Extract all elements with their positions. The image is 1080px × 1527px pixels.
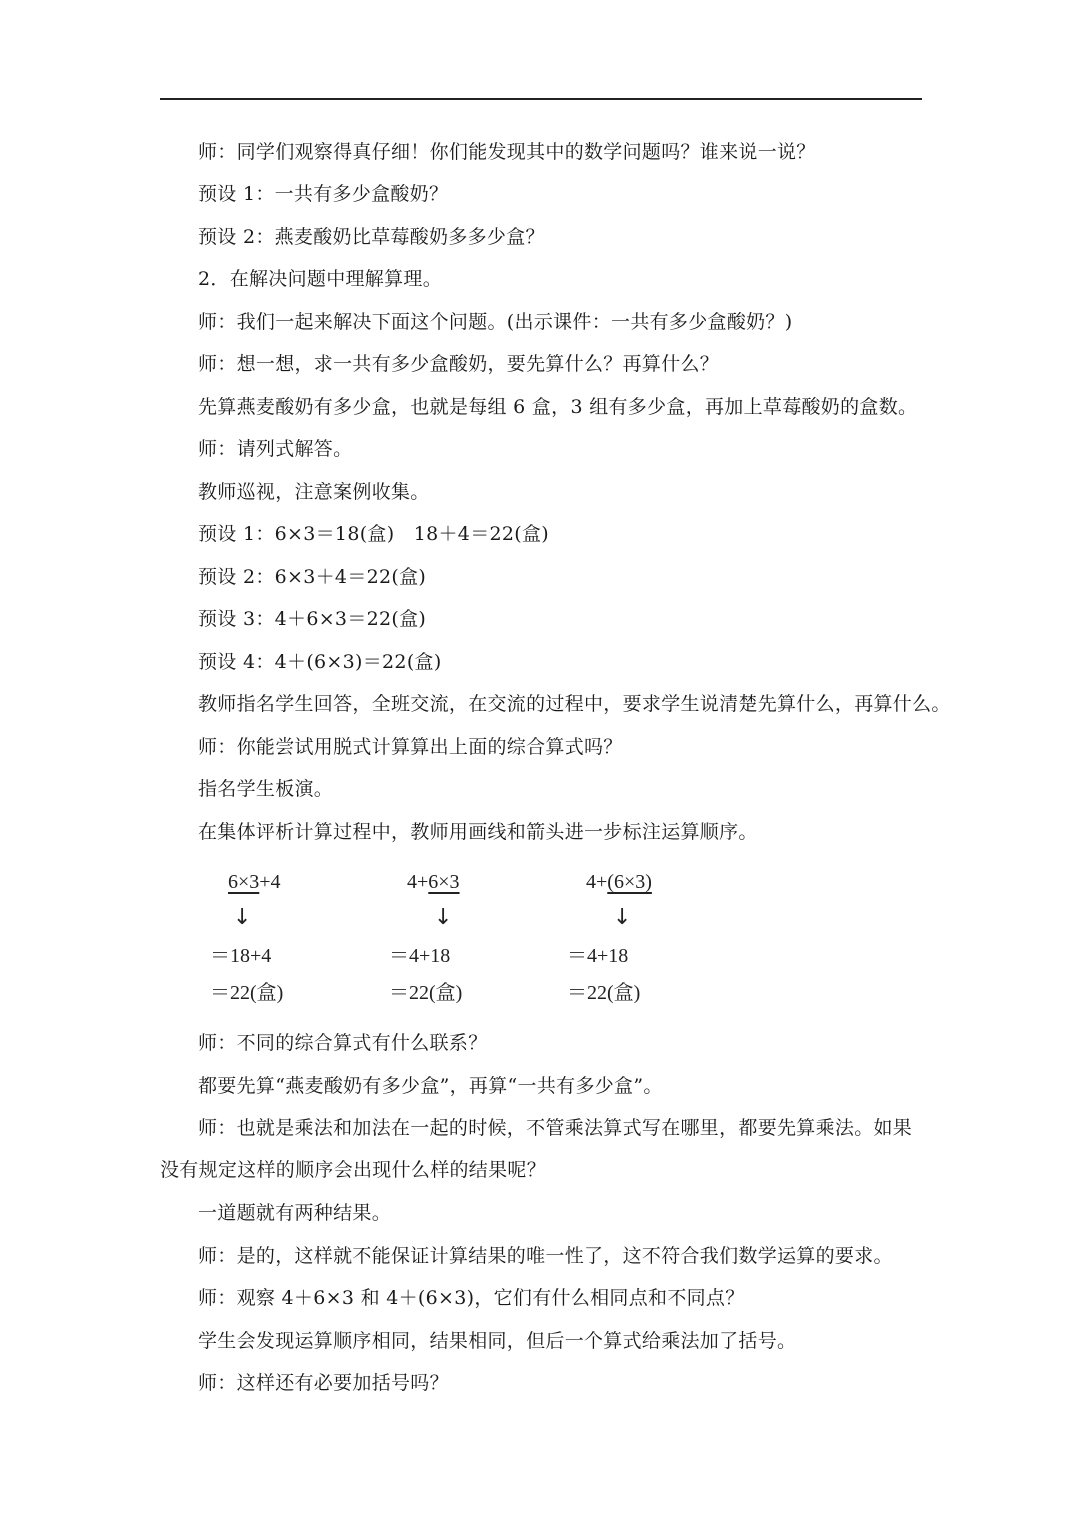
calc-expression: 4+(6×3) (586, 871, 652, 893)
paragraph: 预设 1：一共有多少盒酸奶？ (198, 183, 449, 205)
calc-step: ＝4+18 (567, 945, 629, 967)
paragraph: 先算燕麦酸奶有多少盒，也就是每组 6 盒，3 组有多少盒，再加上草莓酸奶的盒数。 (198, 396, 918, 418)
paragraph: 预设 4：4＋(6×3)＝22(盒) (198, 651, 442, 673)
arrow-down-icon: ↓ (434, 905, 453, 930)
paragraph: 师：是的，这样就不能保证计算结果的唯一性了，这不符合我们数学运算的要求。 (198, 1245, 893, 1267)
header-rule (160, 98, 922, 100)
calc-underlined-part: 6×3 (428, 871, 460, 893)
calc-step: ＝22(盒) (210, 982, 284, 1004)
calc-expression: 6×3+4 (228, 871, 281, 893)
arrow-down-icon: ↓ (613, 905, 632, 930)
calc-underlined-part: (6×3) (607, 871, 652, 893)
paragraph: 师：我们一起来解决下面这个问题。(出示课件：一共有多少盒酸奶？) (198, 311, 793, 333)
paragraph: 都要先算“燕麦酸奶有多少盒”，再算“一共有多少盒”。 (198, 1075, 663, 1097)
paragraph: 预设 1：6×3＝18(盒) 18＋4＝22(盒) (198, 523, 549, 545)
paragraph: 师：同学们观察得真仔细！你们能发现其中的数学问题吗？谁来说一说？ (198, 141, 816, 163)
paragraph: 预设 2：燕麦酸奶比草莓酸奶多多少盒？ (198, 226, 545, 248)
paragraph: 师：请列式解答。 (198, 438, 353, 460)
paragraph: 在集体评析计算过程中，教师用画线和箭头进一步标注运算顺序。 (198, 821, 758, 843)
paragraph: 2．在解决问题中理解算理。 (198, 268, 442, 290)
calc-step: ＝22(盒) (389, 982, 463, 1004)
paragraph: 师：也就是乘法和加法在一起的时候，不管乘法算式写在哪里，都要先算乘法。如果没有规定这样的顺序会出现什么样的结果呢？ (160, 1117, 913, 1181)
paragraph: 师：观察 4＋6×3 和 4＋(6×3)，它们有什么相同点和不同点？ (198, 1287, 745, 1309)
calc-step: ＝4+18 (389, 945, 451, 967)
paragraph: 学生会发现运算顺序相同，结果相同，但后一个算式给乘法加了括号。 (198, 1330, 797, 1352)
paragraph: 师：想一想，求一共有多少盒酸奶，要先算什么？再算什么？ (198, 353, 720, 375)
calc-expression: 4+6×3 (407, 871, 460, 893)
calc-underlined-part: 6×3 (228, 871, 260, 893)
paragraph: 师：你能尝试用脱式计算算出上面的综合算式吗？ (198, 736, 623, 758)
paragraph: 师：不同的综合算式有什么联系？ (198, 1032, 488, 1054)
paragraph: 教师指名学生回答，全班交流，在交流的过程中，要求学生说清楚先算什么，再算什么。 (198, 693, 951, 715)
arrow-down-icon: ↓ (233, 905, 252, 930)
paragraph: 一道题就有两种结果。 (198, 1202, 392, 1224)
calc-step: ＝22(盒) (567, 982, 641, 1004)
paragraph: 师：这样还有必要加括号吗？ (198, 1372, 449, 1394)
calc-step: ＝18+4 (210, 945, 272, 967)
paragraph: 预设 2：6×3＋4＝22(盒) (198, 566, 427, 588)
paragraph: 教师巡视，注意案例收集。 (198, 481, 430, 503)
paragraph: 指名学生板演。 (198, 778, 334, 800)
paragraph: 预设 3：4＋6×3＝22(盒) (198, 608, 427, 630)
